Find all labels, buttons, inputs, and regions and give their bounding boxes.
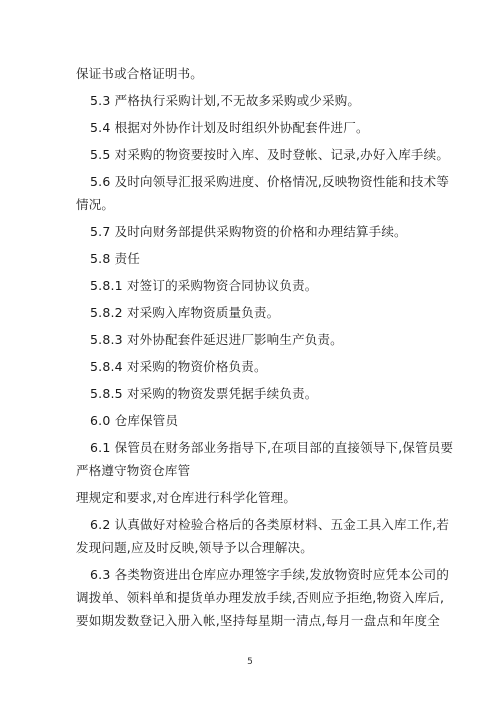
text-line: 5.8.1 对签订的采购物资合同协议负责。 bbox=[90, 278, 318, 293]
text-line: 5.8.3 对外协配套件延迟进厂影响生产负责。 bbox=[90, 332, 343, 347]
text-line: 严格遵守物资仓库管 bbox=[76, 463, 191, 478]
page-number: 5 bbox=[247, 657, 253, 667]
text-line: 6.2 认真做好对检验合格后的各类原材料、五金工具入库工作,若 bbox=[90, 517, 450, 532]
text-line: 调拨单、领料单和提货单办理发放手续,否则应予拒绝,物资入库后, bbox=[76, 590, 445, 605]
section-heading: 5.8 责任 bbox=[90, 251, 141, 266]
text-line: 5.8.4 对采购的物资价格负责。 bbox=[90, 359, 267, 374]
text-line: 5.8.5 对采购的物资发票凭据手续负责。 bbox=[90, 386, 318, 401]
text-line: 5.8.2 对采购入库物资质量负责。 bbox=[90, 305, 280, 320]
text-line: 发现问题,应及时反映,领导予以合理解决。 bbox=[76, 540, 313, 555]
text-line: 5.4 根据对外协作计划及时组织外协配套件进厂。 bbox=[90, 120, 369, 135]
text-line: 5.7 及时向财务部提供采购物资的价格和办理结算手续。 bbox=[90, 224, 407, 239]
text-line: 情况。 bbox=[76, 197, 115, 212]
text-line: 理规定和要求,对仓库进行科学化管理。 bbox=[76, 490, 297, 505]
text-line: 5.6 及时向领导汇报采购进度、价格情况,反映物资性能和技术等 bbox=[90, 174, 450, 189]
text-line: 5.3 严格执行采购计划,不无故多采购或少采购。 bbox=[90, 93, 361, 108]
text-line: 6.1 保管员在财务部业务指导下,在项目部的直接领导下,保管员要 bbox=[90, 440, 454, 455]
text-line: 保证书或合格证明书。 bbox=[76, 66, 204, 81]
section-heading: 6.0 仓库保管员 bbox=[90, 413, 179, 428]
text-line: 5.5 对采购的物资要按时入库、及时登帐、记录,办好入库手续。 bbox=[90, 147, 450, 162]
text-line: 要如期发数登记入册入帐,坚持每星期一清点,每月一盘点和年度全 bbox=[76, 613, 440, 628]
text-line: 6.3 各类物资进出仓库应办理签字手续,发放物资时应凭本公司的 bbox=[90, 567, 450, 582]
